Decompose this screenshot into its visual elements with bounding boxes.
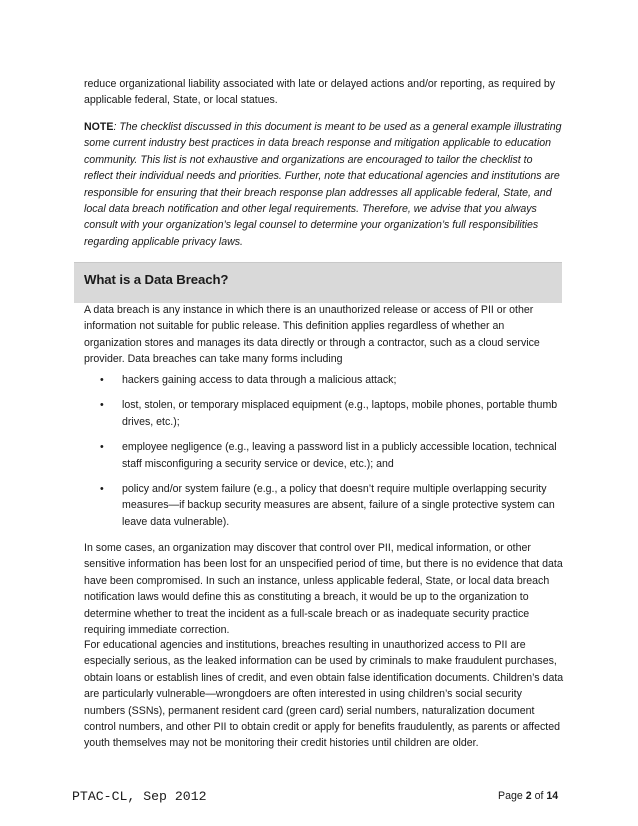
definition-paragraph: A data breach is any instance in which there is an unauthorized release or access of PII or other information not suitable for public release. This definition applies regardless of whether an organization stores and manages its data directly or through a contractor, such as a cloud service provider. Data breaches can take many forms including [84,304,540,366]
list-item [98,439,558,472]
control-loss-paragraph: In some cases, an organization may discover that control over PII, medical information, or other sensitive information has been lost for an unspecified period of time, but there is no evidence that data have been compromised. In such an instance, unless applicable federal, State, or local data breach notification laws would define this as constituting a breach, it would be up to the organization to determine whether to treat the incident as a full-scale breach or as inadequate security practice requiring immediate correction. [84,542,563,637]
list-item [98,372,558,388]
note-text: : The checklist discussed in this document is meant to be used as a general example illustrating some current industry best practices in data breach response and mitigation applicable to education community. This list is not exhaustive and organizations are encouraged to tailor the checklist to reflect their individual needs and priorities. Further, note that educational agencies and institutions are responsible for ensuring that their breach response plan addresses all applicable federal, State, and local data breach notification and other legal requirements. Therefore, we advise that you always consult with your organization’s legal counsel to determine your organization’s full responsibilities regarding applicable privacy laws. [84,121,562,248]
list-item [98,481,558,530]
section-heading: What is a Data Breach? [84,272,229,287]
page-number: 2 [525,790,532,802]
breach-forms-list [98,372,558,539]
list-item [98,397,558,430]
list-item-text: lost, stolen, or temporary misplaced equipment (e.g., laptops, mobile phones, portable thumb drives, etc.); [122,399,558,428]
list-item-text: hackers gaining access to data through a malicious attack; [122,374,397,386]
bullet-icon: • [100,441,104,454]
education-breach-paragraph: For educational agencies and institutions, breaches resulting in unauthorized access to PII are especially serious, as the leaked information can be used by criminals to make fraudulent purchases, obtain loans or establish lines of credit, and even obtain false identification documents. Children’s data are particularly vulnerable—wrongdoers are often interested in using children’s social security numbers (SSNs), permanent resident card (green card) serial numbers, naturalization document control numbers, and other PII to obtain credit or apply for benefits fraudulently, as parents or affected youth themselves may not be monitoring their credit histories until children are older. [84,639,564,750]
list-item-text: policy and/or system failure (e.g., a policy that doesn’t require multiple overlapping security measures—if backup security measures are absent, failure of a single protective system can leave data vulnerable). [122,483,555,528]
footer-doc-id: PTAC-CL, Sep 2012 [72,789,207,804]
note-paragraph [84,119,564,250]
footer-page-number [498,790,558,802]
intro-paragraph: reduce organizational liability associated with late or delayed actions and/or reporting, as required by applicable federal, State, or local statues. [84,78,556,107]
bullet-icon: • [100,483,104,496]
note-label: NOTE [84,121,114,133]
list-item-text: employee negligence (e.g., leaving a password list in a publicly accessible location, technical staff misconfiguring a security service or device, etc.); and [122,441,557,470]
bullet-icon: • [100,374,104,386]
section-heading-bar [74,262,562,303]
of-label: of [534,790,544,802]
page-total: 14 [546,790,559,802]
bullet-icon: • [100,399,104,412]
page-label: Page [498,790,523,802]
